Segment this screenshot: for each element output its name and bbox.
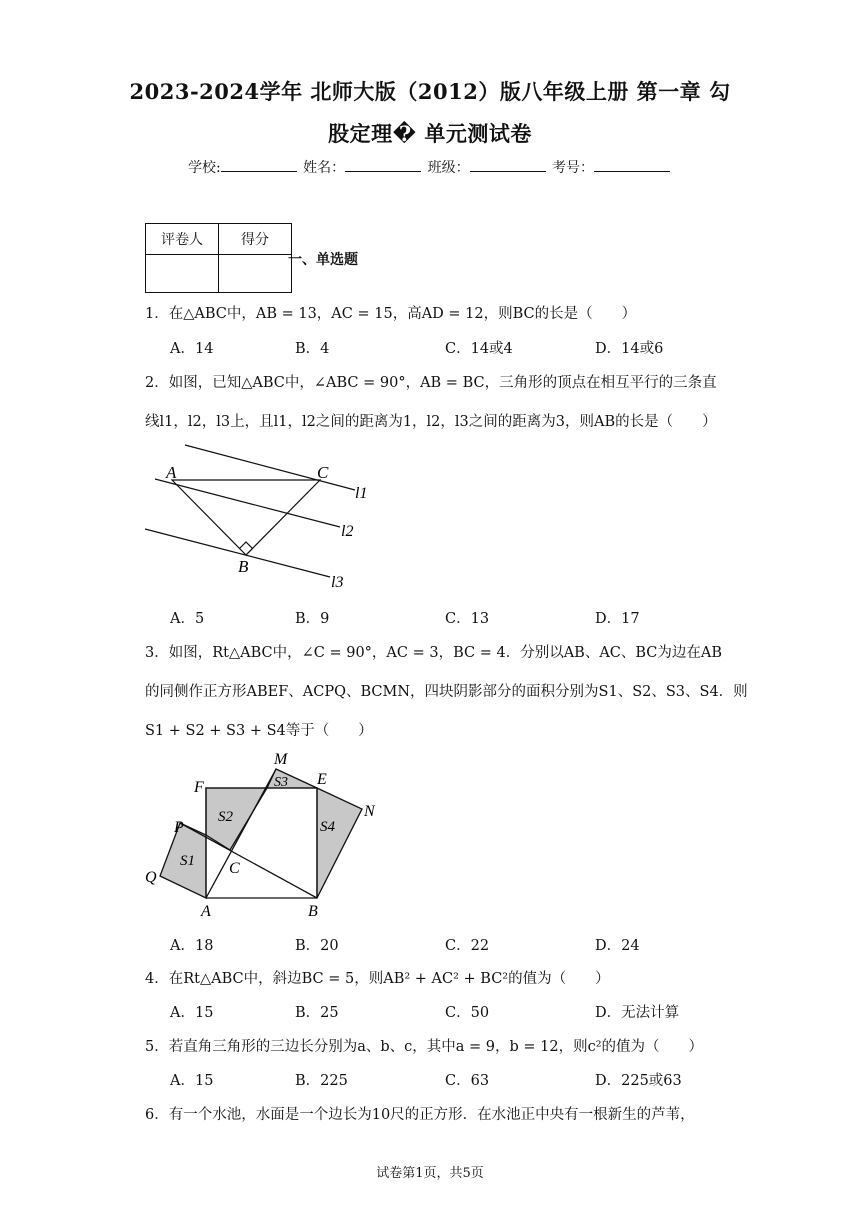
score-table-score-cell xyxy=(219,255,292,293)
label-b: B xyxy=(238,557,249,576)
triangle-abc xyxy=(172,480,320,555)
label-m: M xyxy=(274,751,288,768)
q2-option-d: D．17 xyxy=(595,611,640,627)
q5-option-a: A．15 xyxy=(170,1073,214,1089)
q2-figure xyxy=(140,440,380,590)
q1-option-d: D．14或6 xyxy=(595,341,664,357)
q5-option-d: D．225或63 xyxy=(595,1073,682,1089)
label-f: F xyxy=(194,779,204,796)
question-2-line2: 线l1，l2，l3上，且l1，l2之间的距离为1，l2，l3之间的距离为3，则AB的长是（ ） xyxy=(145,414,717,430)
label-c: C xyxy=(229,860,240,877)
question-3-line2: 的同侧作正方形ABEF、ACPQ、BCMN，四块阴影部分的面积分别为S1、S2、S3、S4．则 xyxy=(145,684,748,700)
q4-option-c: C．50 xyxy=(445,1005,490,1021)
school-blank xyxy=(221,157,297,172)
q1-option-b: B．4 xyxy=(295,341,330,357)
label-l3: l3 xyxy=(331,574,344,590)
q5-option-c: C．63 xyxy=(445,1073,490,1089)
q5-option-b: B．225 xyxy=(295,1073,348,1089)
q1-option-c: C．14或4 xyxy=(445,341,513,357)
q3-option-d: D．24 xyxy=(595,938,640,954)
label-p: P xyxy=(174,819,184,836)
page-title-line1: 2023-2024学年 北师大版（2012）版八年级上册 第一章 勾 xyxy=(129,79,731,104)
q2-option-a: A．5 xyxy=(170,611,205,627)
name-label: 姓名： xyxy=(303,160,346,176)
label-l2: l2 xyxy=(341,523,354,540)
label-a: A xyxy=(201,903,211,920)
question-5: 5．若直角三角形的三边长分别为a、b、c，其中a = 9，b = 12，则c²的值为（ ） xyxy=(145,1039,704,1055)
score-table-reviewer-cell xyxy=(146,255,219,293)
label-s3: S3 xyxy=(274,775,288,790)
label-n: N xyxy=(364,803,375,820)
label-b: B xyxy=(308,903,318,920)
page-footer: 试卷第1页，共5页 xyxy=(376,1166,484,1181)
right-angle-mark xyxy=(240,542,253,555)
class-blank xyxy=(470,157,546,172)
question-3-line1: 3．如图，Rt△ABC中，∠C = 90°，AC = 3，BC = 4．分别以AB、AC、BC为边在AB xyxy=(145,645,723,661)
q3-option-a: A．18 xyxy=(170,938,214,954)
name-blank xyxy=(345,157,421,172)
q2-option-c: C．13 xyxy=(445,611,490,627)
section-heading: 一、单选题 xyxy=(288,252,358,268)
score-table-reviewer-header: 评卷人 xyxy=(146,224,219,255)
label-a: A xyxy=(166,463,177,482)
question-1: 1．在△ABC中，AB = 13，AC = 15，高AD = 12，则BC的长是（ ） xyxy=(145,306,637,322)
q4-option-a: A．15 xyxy=(170,1005,214,1021)
question-4: 4．在Rt△ABC中，斜边BC = 5，则AB² + AC² + BC²的值为（ ） xyxy=(145,971,610,987)
school-label: 学校: xyxy=(187,160,221,176)
shaded-s4 xyxy=(317,788,362,898)
exam-no-blank xyxy=(594,157,670,172)
label-l1: l1 xyxy=(355,485,368,502)
q4-option-b: B．25 xyxy=(295,1005,339,1021)
q3-option-c: C．22 xyxy=(445,938,490,954)
question-2-line1: 2．如图，已知△ABC中，∠ABC = 90°，AB = BC，三角形的顶点在相互平行的三条直 xyxy=(145,375,717,391)
score-table-score-header: 得分 xyxy=(219,224,292,255)
question-6: 6．有一个水池，水面是一个边长为10尺的正方形．在水池正中央有一根新生的芦苇， xyxy=(145,1107,695,1123)
score-table xyxy=(145,223,292,293)
label-c: C xyxy=(317,463,329,482)
q3-option-b: B．20 xyxy=(295,938,339,954)
label-s1: S1 xyxy=(180,853,195,869)
exam-no-label: 考号： xyxy=(552,160,595,176)
label-e: E xyxy=(317,771,327,788)
class-label: 班级： xyxy=(427,160,470,176)
line-l2 xyxy=(155,479,340,527)
q3-figure xyxy=(140,748,390,923)
student-info-line xyxy=(0,157,860,177)
label-q: Q xyxy=(145,869,157,886)
question-3-line3: S1 + S2 + S3 + S4等于（ ） xyxy=(145,723,373,739)
line-l1 xyxy=(185,445,355,490)
page-title-line2: 股定理� 单元测试卷 xyxy=(328,121,532,146)
label-s2: S2 xyxy=(218,809,233,825)
q2-option-b: B．9 xyxy=(295,611,330,627)
q4-option-d: D．无法计算 xyxy=(595,1005,680,1021)
q1-option-a: A．14 xyxy=(170,341,214,357)
label-s4: S4 xyxy=(320,819,335,835)
